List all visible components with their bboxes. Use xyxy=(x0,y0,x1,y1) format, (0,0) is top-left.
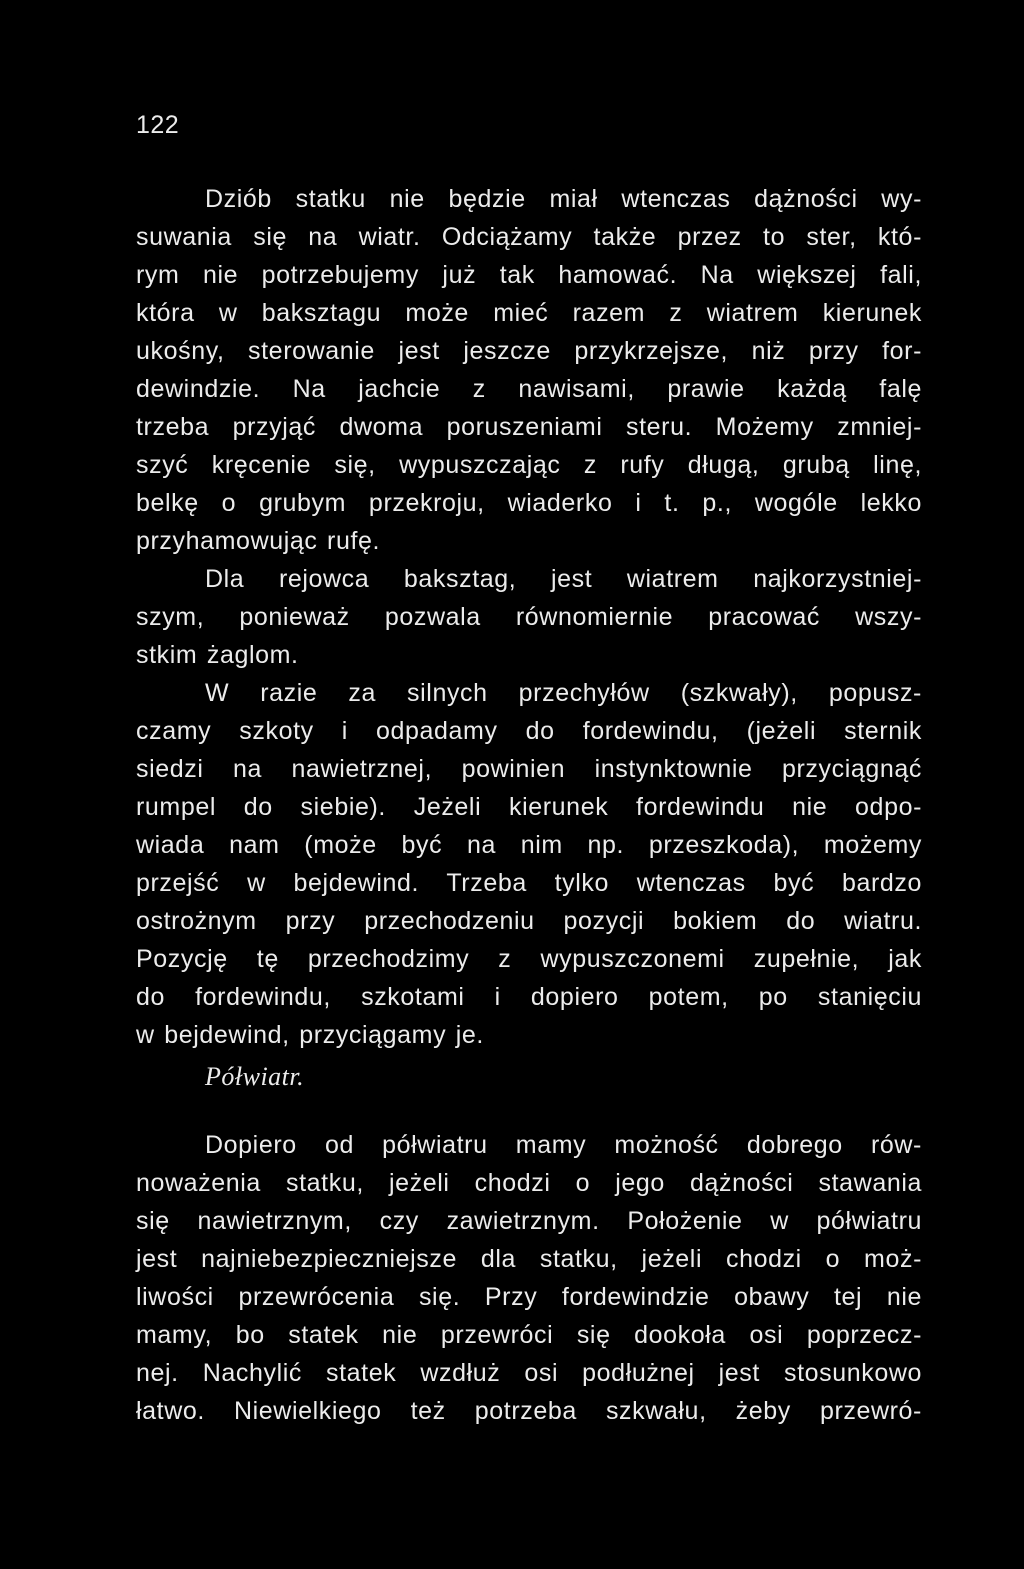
text-line: W razie za silnych przechyłów (szkwały), popusz- xyxy=(205,679,922,707)
text-line: ukośny, sterowanie jest jeszcze przykrzejsze, niż przy for- xyxy=(136,337,922,365)
text-line: siedzi na nawietrznej, powinien instynktownie przyciągnąć xyxy=(136,755,922,783)
text-line: która w baksztagu może mieć razem z wiatrem kierunek xyxy=(136,299,922,327)
text-line: się nawietrznym, czy zawietrznym. Położenie w półwiatru xyxy=(136,1207,922,1235)
text-line: przejść w bejdewind. Trzeba tylko wtenczas być bardzo xyxy=(136,869,922,897)
text-line: Dla rejowca baksztag, jest wiatrem najkorzystniej- xyxy=(205,565,922,593)
text-line: rym nie potrzebujemy już tak hamować. Na większej fali, xyxy=(136,261,922,289)
text-line: szym, ponieważ pozwala równomiernie pracować wszy- xyxy=(136,603,922,631)
text-line: noważenia statku, jeżeli chodzi o jego dążności stawania xyxy=(136,1169,922,1197)
text-line: liwości przewrócenia się. Przy fordewindzie obawy tej nie xyxy=(136,1283,922,1311)
text-line: dewindzie. Na jachcie z nawisami, prawie każdą falę xyxy=(136,375,922,403)
text-line: Pozycję tę przechodzimy z wypuszczonemi zupełnie, jak xyxy=(136,945,922,973)
text-line: łatwo. Niewielkiego też potrzeba szkwału, żeby przewró- xyxy=(136,1397,922,1425)
text-line: w bejdewind, przyciągamy je. xyxy=(136,1021,484,1049)
text-line: jest najniebezpieczniejsze dla statku, jeżeli chodzi o moż- xyxy=(136,1245,922,1273)
text-line: szyć kręcenie się, wypuszczając z rufy długą, grubą linę, xyxy=(136,451,922,479)
text-line: Dziób statku nie będzie miał wtenczas dążności wy- xyxy=(205,185,922,213)
text-line: nej. Nachylić statek wzdłuż osi podłużnej jest stosunkowo xyxy=(136,1359,922,1387)
text-line: Dopiero od półwiatru mamy możność dobrego rów- xyxy=(205,1131,922,1159)
text-line: stkim żaglom. xyxy=(136,641,299,669)
page-number: 122 xyxy=(136,111,180,139)
text-line: suwania się na wiatr. Odciążamy także przez to ster, któ- xyxy=(136,223,922,251)
text-line: trzeba przyjąć dwoma poruszeniami steru. Możemy zmniej- xyxy=(136,413,922,441)
text-line: przyhamowując rufę. xyxy=(136,527,381,555)
text-line: ostrożnym przy przechodzeniu pozycji bokiem do wiatru. xyxy=(136,907,922,935)
text-line: wiada nam (może być na nim np. przeszkoda), możemy xyxy=(136,831,922,859)
text-line: czamy szkoty i odpadamy do fordewindu, (jeżeli sternik xyxy=(136,717,922,745)
section-heading: Półwiatr. xyxy=(205,1062,305,1091)
text-line: mamy, bo statek nie przewróci się dookoła osi poprzecz- xyxy=(136,1321,922,1349)
text-line: rumpel do siebie). Jeżeli kierunek fordewindu nie odpo- xyxy=(136,793,922,821)
text-line: belkę o grubym przekroju, wiaderko i t. p., wogóle lekko xyxy=(136,489,922,517)
text-line: do fordewindu, szkotami i dopiero potem, po stanięciu xyxy=(136,983,922,1011)
